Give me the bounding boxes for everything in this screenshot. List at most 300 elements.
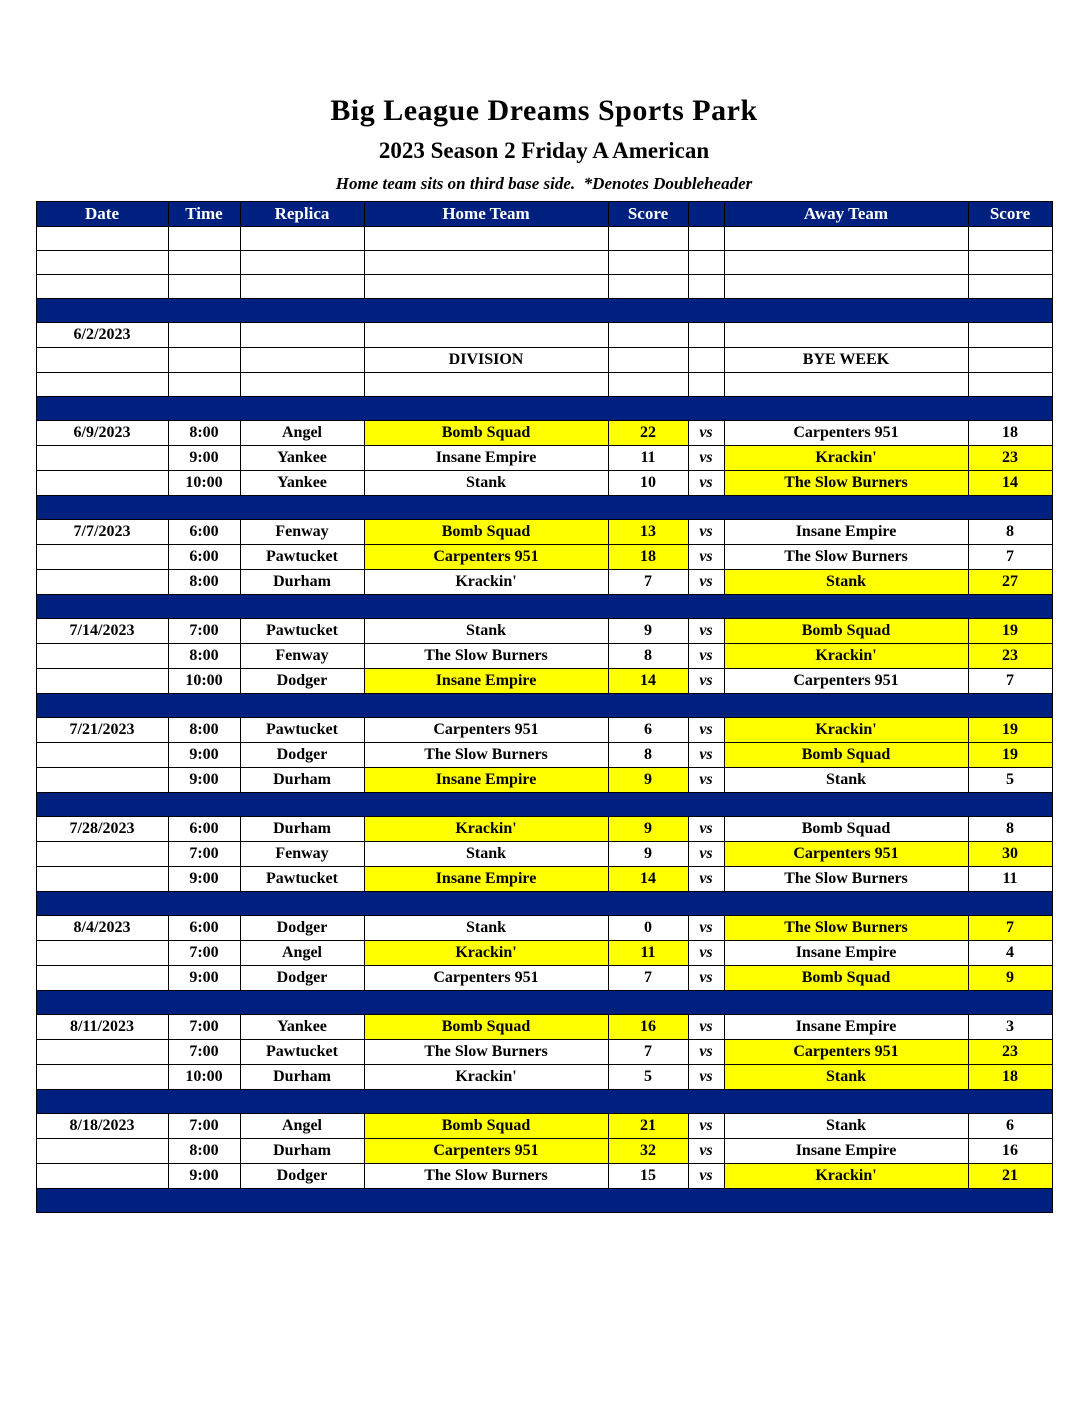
time-cell: 6:00	[168, 520, 240, 545]
date-cell	[36, 545, 168, 570]
home-team-cell: Stank	[364, 916, 608, 941]
replica-cell: Dodger	[240, 966, 364, 991]
table-row	[36, 545, 1052, 570]
vs-cell: vs	[688, 966, 724, 991]
vs-cell: vs	[688, 520, 724, 545]
away-score-cell: 16	[968, 1139, 1052, 1164]
replica-cell: Pawtucket	[240, 545, 364, 570]
replica-cell: Durham	[240, 1065, 364, 1090]
vs-cell	[688, 323, 724, 348]
away-team-cell: The Slow Burners	[724, 916, 968, 941]
away-team-cell: Carpenters 951	[724, 1040, 968, 1065]
separator-cell	[36, 397, 1052, 421]
away-team-cell: The Slow Burners	[724, 545, 968, 570]
away-score-cell: 23	[968, 1040, 1052, 1065]
replica-cell: Fenway	[240, 644, 364, 669]
time-cell: 7:00	[168, 842, 240, 867]
home-team-cell: Insane Empire	[364, 669, 608, 694]
table-row	[36, 644, 1052, 669]
time-cell: 10:00	[168, 669, 240, 694]
time-cell: 10:00	[168, 471, 240, 496]
home-team-cell: Stank	[364, 842, 608, 867]
replica-cell: Pawtucket	[240, 718, 364, 743]
home-team-cell: Carpenters 951	[364, 545, 608, 570]
replica-cell: Yankee	[240, 471, 364, 496]
home-score-cell: 9	[608, 842, 688, 867]
home-team-cell: The Slow Burners	[364, 1040, 608, 1065]
game-row	[36, 1114, 1052, 1139]
separator-row	[36, 694, 1052, 718]
away-score-cell: 19	[968, 619, 1052, 644]
schedule-body	[36, 227, 1052, 1213]
home-score-cell: 21	[608, 1114, 688, 1139]
home-score-cell: 14	[608, 669, 688, 694]
date-cell: 8/11/2023	[36, 1015, 168, 1040]
away-team-cell: Krackin'	[724, 644, 968, 669]
date-cell	[36, 1164, 168, 1189]
game-row	[36, 323, 1052, 348]
home-team-cell: Carpenters 951	[364, 1139, 608, 1164]
home-team-cell: Insane Empire	[364, 446, 608, 471]
header-home-team: Home Team	[364, 202, 608, 227]
away-score-cell: 7	[968, 545, 1052, 570]
table-row	[36, 1040, 1052, 1065]
time-cell: 7:00	[168, 1040, 240, 1065]
time-cell: 6:00	[168, 817, 240, 842]
home-team-cell	[364, 323, 608, 348]
separator-row	[36, 1090, 1052, 1114]
away-score-cell	[968, 227, 1052, 251]
home-score-cell: 6	[608, 718, 688, 743]
date-cell	[36, 348, 168, 373]
separator-cell	[36, 892, 1052, 916]
page-note: Home team sits on third base side. *Denotes Doubleheader	[335, 174, 753, 193]
home-score-cell: 18	[608, 545, 688, 570]
vs-cell: vs	[688, 446, 724, 471]
vs-cell: vs	[688, 941, 724, 966]
separator-cell	[36, 793, 1052, 817]
date-cell	[36, 227, 168, 251]
separator-cell	[36, 496, 1052, 520]
time-cell: 8:00	[168, 1139, 240, 1164]
time-cell	[168, 348, 240, 373]
game-row	[36, 619, 1052, 644]
home-score-cell: 9	[608, 817, 688, 842]
home-score-cell	[608, 227, 688, 251]
date-cell: 8/18/2023	[36, 1114, 168, 1139]
away-score-cell: 19	[968, 743, 1052, 768]
time-cell	[168, 275, 240, 299]
replica-cell: Pawtucket	[240, 1040, 364, 1065]
table-row	[36, 669, 1052, 694]
away-team-cell	[724, 227, 968, 251]
away-team-cell: Bomb Squad	[724, 966, 968, 991]
vs-cell	[688, 275, 724, 299]
vs-cell	[688, 227, 724, 251]
table-row	[36, 373, 1052, 397]
date-cell: 8/4/2023	[36, 916, 168, 941]
header-vs-spacer	[688, 202, 724, 227]
home-score-cell	[608, 323, 688, 348]
replica-cell: Yankee	[240, 446, 364, 471]
table-row	[36, 348, 1052, 373]
home-team-cell: Carpenters 951	[364, 966, 608, 991]
table-row	[36, 743, 1052, 768]
header-date: Date	[36, 202, 168, 227]
table-row	[36, 941, 1052, 966]
replica-cell	[240, 275, 364, 299]
table-row	[36, 1164, 1052, 1189]
vs-cell: vs	[688, 545, 724, 570]
replica-cell	[240, 373, 364, 397]
home-team-cell: Stank	[364, 619, 608, 644]
away-score-cell	[968, 275, 1052, 299]
table-row	[36, 966, 1052, 991]
replica-cell	[240, 323, 364, 348]
home-score-cell: 16	[608, 1015, 688, 1040]
time-cell: 6:00	[168, 545, 240, 570]
date-cell	[36, 669, 168, 694]
vs-cell: vs	[688, 1065, 724, 1090]
date-cell	[36, 570, 168, 595]
away-team-cell: Krackin'	[724, 446, 968, 471]
separator-cell	[36, 299, 1052, 323]
away-team-cell: Carpenters 951	[724, 842, 968, 867]
home-team-cell: Stank	[364, 471, 608, 496]
home-score-cell: 15	[608, 1164, 688, 1189]
away-team-cell: BYE WEEK	[724, 348, 968, 373]
separator-cell	[36, 1090, 1052, 1114]
replica-cell: Fenway	[240, 842, 364, 867]
away-team-cell	[724, 275, 968, 299]
page-title: Big League Dreams Sports Park	[330, 94, 758, 127]
date-cell	[36, 768, 168, 793]
away-team-cell: Bomb Squad	[724, 619, 968, 644]
date-cell	[36, 1065, 168, 1090]
date-cell	[36, 251, 168, 275]
away-score-cell: 18	[968, 1065, 1052, 1090]
home-score-cell	[608, 348, 688, 373]
separator-row	[36, 991, 1052, 1015]
away-team-cell: Insane Empire	[724, 1139, 968, 1164]
separator-row	[36, 1189, 1052, 1213]
away-team-cell: Stank	[724, 1114, 968, 1139]
home-team-cell: The Slow Burners	[364, 644, 608, 669]
home-score-cell	[608, 251, 688, 275]
home-score-cell: 10	[608, 471, 688, 496]
home-team-cell: Carpenters 951	[364, 718, 608, 743]
away-team-cell: Bomb Squad	[724, 743, 968, 768]
vs-cell	[688, 373, 724, 397]
date-cell: 6/2/2023	[36, 323, 168, 348]
date-cell: 7/14/2023	[36, 619, 168, 644]
date-cell	[36, 1040, 168, 1065]
time-cell: 8:00	[168, 570, 240, 595]
table-row	[36, 867, 1052, 892]
date-cell: 7/28/2023	[36, 817, 168, 842]
replica-cell: Durham	[240, 1139, 364, 1164]
vs-cell	[688, 348, 724, 373]
page-header	[0, 0, 1088, 194]
home-team-cell: Insane Empire	[364, 768, 608, 793]
home-team-cell: Krackin'	[364, 570, 608, 595]
vs-cell: vs	[688, 1114, 724, 1139]
date-cell	[36, 867, 168, 892]
date-cell	[36, 471, 168, 496]
header-replica: Replica	[240, 202, 364, 227]
home-team-cell: Bomb Squad	[364, 421, 608, 446]
away-score-cell: 5	[968, 768, 1052, 793]
home-score-cell: 14	[608, 867, 688, 892]
date-cell	[36, 941, 168, 966]
replica-cell: Durham	[240, 768, 364, 793]
away-team-cell: Krackin'	[724, 718, 968, 743]
time-cell: 7:00	[168, 1114, 240, 1139]
replica-cell: Angel	[240, 1114, 364, 1139]
game-row	[36, 421, 1052, 446]
separator-row	[36, 397, 1052, 421]
time-cell	[168, 251, 240, 275]
time-cell: 7:00	[168, 619, 240, 644]
time-cell	[168, 227, 240, 251]
vs-cell: vs	[688, 644, 724, 669]
time-cell: 9:00	[168, 743, 240, 768]
home-score-cell: 11	[608, 941, 688, 966]
game-row	[36, 817, 1052, 842]
time-cell: 9:00	[168, 966, 240, 991]
away-score-cell: 8	[968, 817, 1052, 842]
away-score-cell	[968, 323, 1052, 348]
replica-cell: Dodger	[240, 669, 364, 694]
home-score-cell: 13	[608, 520, 688, 545]
date-cell	[36, 446, 168, 471]
away-score-cell: 21	[968, 1164, 1052, 1189]
away-team-cell: Krackin'	[724, 1164, 968, 1189]
replica-cell: Angel	[240, 941, 364, 966]
time-cell: 8:00	[168, 421, 240, 446]
time-cell: 9:00	[168, 768, 240, 793]
separator-cell	[36, 991, 1052, 1015]
replica-cell: Dodger	[240, 916, 364, 941]
away-score-cell: 8	[968, 520, 1052, 545]
away-score-cell: 14	[968, 471, 1052, 496]
away-team-cell: Insane Empire	[724, 1015, 968, 1040]
time-cell: 9:00	[168, 446, 240, 471]
time-cell	[168, 323, 240, 348]
game-row	[36, 1015, 1052, 1040]
date-cell	[36, 373, 168, 397]
separator-row	[36, 793, 1052, 817]
date-cell: 7/21/2023	[36, 718, 168, 743]
away-score-cell: 18	[968, 421, 1052, 446]
home-score-cell: 32	[608, 1139, 688, 1164]
away-score-cell: 9	[968, 966, 1052, 991]
time-cell: 9:00	[168, 867, 240, 892]
away-team-cell	[724, 323, 968, 348]
home-team-cell: Krackin'	[364, 817, 608, 842]
table-row	[36, 570, 1052, 595]
away-team-cell: Stank	[724, 1065, 968, 1090]
replica-cell	[240, 251, 364, 275]
replica-cell: Dodger	[240, 1164, 364, 1189]
home-score-cell: 9	[608, 768, 688, 793]
away-score-cell: 19	[968, 718, 1052, 743]
away-score-cell: 6	[968, 1114, 1052, 1139]
table-row	[36, 275, 1052, 299]
time-cell: 8:00	[168, 718, 240, 743]
away-score-cell	[968, 251, 1052, 275]
away-team-cell: Carpenters 951	[724, 421, 968, 446]
away-team-cell	[724, 251, 968, 275]
home-team-cell: Bomb Squad	[364, 520, 608, 545]
vs-cell: vs	[688, 619, 724, 644]
vs-cell: vs	[688, 743, 724, 768]
home-score-cell: 8	[608, 644, 688, 669]
vs-cell: vs	[688, 817, 724, 842]
separator-row	[36, 892, 1052, 916]
date-cell: 6/9/2023	[36, 421, 168, 446]
replica-cell: Dodger	[240, 743, 364, 768]
away-team-cell: Insane Empire	[724, 520, 968, 545]
game-row	[36, 520, 1052, 545]
date-cell	[36, 644, 168, 669]
table-row	[36, 227, 1052, 251]
away-score-cell: 23	[968, 446, 1052, 471]
home-score-cell: 8	[608, 743, 688, 768]
header-row	[36, 202, 1052, 227]
time-cell: 9:00	[168, 1164, 240, 1189]
vs-cell: vs	[688, 471, 724, 496]
home-score-cell: 5	[608, 1065, 688, 1090]
home-team-cell: Bomb Squad	[364, 1015, 608, 1040]
time-cell	[168, 373, 240, 397]
replica-cell	[240, 348, 364, 373]
home-team-cell	[364, 373, 608, 397]
away-team-cell: Bomb Squad	[724, 817, 968, 842]
away-score-cell: 23	[968, 644, 1052, 669]
away-score-cell	[968, 373, 1052, 397]
replica-cell: Durham	[240, 570, 364, 595]
away-team-cell: Insane Empire	[724, 941, 968, 966]
replica-cell: Pawtucket	[240, 619, 364, 644]
away-score-cell: 4	[968, 941, 1052, 966]
home-team-cell: Insane Empire	[364, 867, 608, 892]
time-cell: 6:00	[168, 916, 240, 941]
header-time: Time	[168, 202, 240, 227]
home-score-cell: 7	[608, 570, 688, 595]
away-team-cell	[724, 373, 968, 397]
vs-cell: vs	[688, 842, 724, 867]
vs-cell: vs	[688, 768, 724, 793]
separator-cell	[36, 595, 1052, 619]
vs-cell: vs	[688, 867, 724, 892]
home-score-cell: 11	[608, 446, 688, 471]
replica-cell: Pawtucket	[240, 867, 364, 892]
page-subtitle: 2023 Season 2 Friday A American	[378, 138, 710, 163]
time-cell: 10:00	[168, 1065, 240, 1090]
away-score-cell: 7	[968, 669, 1052, 694]
time-cell: 7:00	[168, 1015, 240, 1040]
away-team-cell: Carpenters 951	[724, 669, 968, 694]
home-team-cell: The Slow Burners	[364, 1164, 608, 1189]
vs-cell: vs	[688, 669, 724, 694]
game-row	[36, 718, 1052, 743]
header-away-team: Away Team	[724, 202, 968, 227]
date-cell	[36, 1139, 168, 1164]
away-score-cell: 27	[968, 570, 1052, 595]
vs-cell: vs	[688, 1015, 724, 1040]
header-home-score: Score	[608, 202, 688, 227]
replica-cell: Angel	[240, 421, 364, 446]
game-row	[36, 916, 1052, 941]
home-score-cell: 9	[608, 619, 688, 644]
vs-cell: vs	[688, 1040, 724, 1065]
home-team-cell: Krackin'	[364, 941, 608, 966]
away-score-cell: 30	[968, 842, 1052, 867]
separator-row	[36, 496, 1052, 520]
time-cell: 7:00	[168, 941, 240, 966]
replica-cell: Yankee	[240, 1015, 364, 1040]
away-team-cell: The Slow Burners	[724, 471, 968, 496]
separator-cell	[36, 1189, 1052, 1213]
vs-cell: vs	[688, 1139, 724, 1164]
home-score-cell	[608, 373, 688, 397]
table-row	[36, 768, 1052, 793]
separator-row	[36, 299, 1052, 323]
replica-cell: Fenway	[240, 520, 364, 545]
time-cell: 8:00	[168, 644, 240, 669]
home-team-cell	[364, 251, 608, 275]
home-team-cell: Krackin'	[364, 1065, 608, 1090]
away-team-cell: The Slow Burners	[724, 867, 968, 892]
home-score-cell: 7	[608, 1040, 688, 1065]
home-team-cell: The Slow Burners	[364, 743, 608, 768]
home-team-cell: DIVISION	[364, 348, 608, 373]
table-row	[36, 471, 1052, 496]
home-score-cell: 22	[608, 421, 688, 446]
table-row	[36, 251, 1052, 275]
replica-cell: Durham	[240, 817, 364, 842]
date-cell	[36, 275, 168, 299]
separator-cell	[36, 694, 1052, 718]
vs-cell: vs	[688, 916, 724, 941]
date-cell	[36, 966, 168, 991]
home-team-cell	[364, 227, 608, 251]
separator-row	[36, 595, 1052, 619]
away-score-cell: 7	[968, 916, 1052, 941]
vs-cell: vs	[688, 1164, 724, 1189]
vs-cell: vs	[688, 570, 724, 595]
table-row	[36, 842, 1052, 867]
home-score-cell	[608, 275, 688, 299]
away-score-cell: 11	[968, 867, 1052, 892]
replica-cell	[240, 227, 364, 251]
away-score-cell: 3	[968, 1015, 1052, 1040]
vs-cell	[688, 251, 724, 275]
header-away-score: Score	[968, 202, 1052, 227]
table-row	[36, 1139, 1052, 1164]
away-team-cell: Stank	[724, 768, 968, 793]
schedule-table	[36, 201, 1053, 1213]
home-score-cell: 7	[608, 966, 688, 991]
home-team-cell: Bomb Squad	[364, 1114, 608, 1139]
date-cell: 7/7/2023	[36, 520, 168, 545]
date-cell	[36, 842, 168, 867]
away-score-cell	[968, 348, 1052, 373]
vs-cell: vs	[688, 421, 724, 446]
home-score-cell: 0	[608, 916, 688, 941]
home-team-cell	[364, 275, 608, 299]
